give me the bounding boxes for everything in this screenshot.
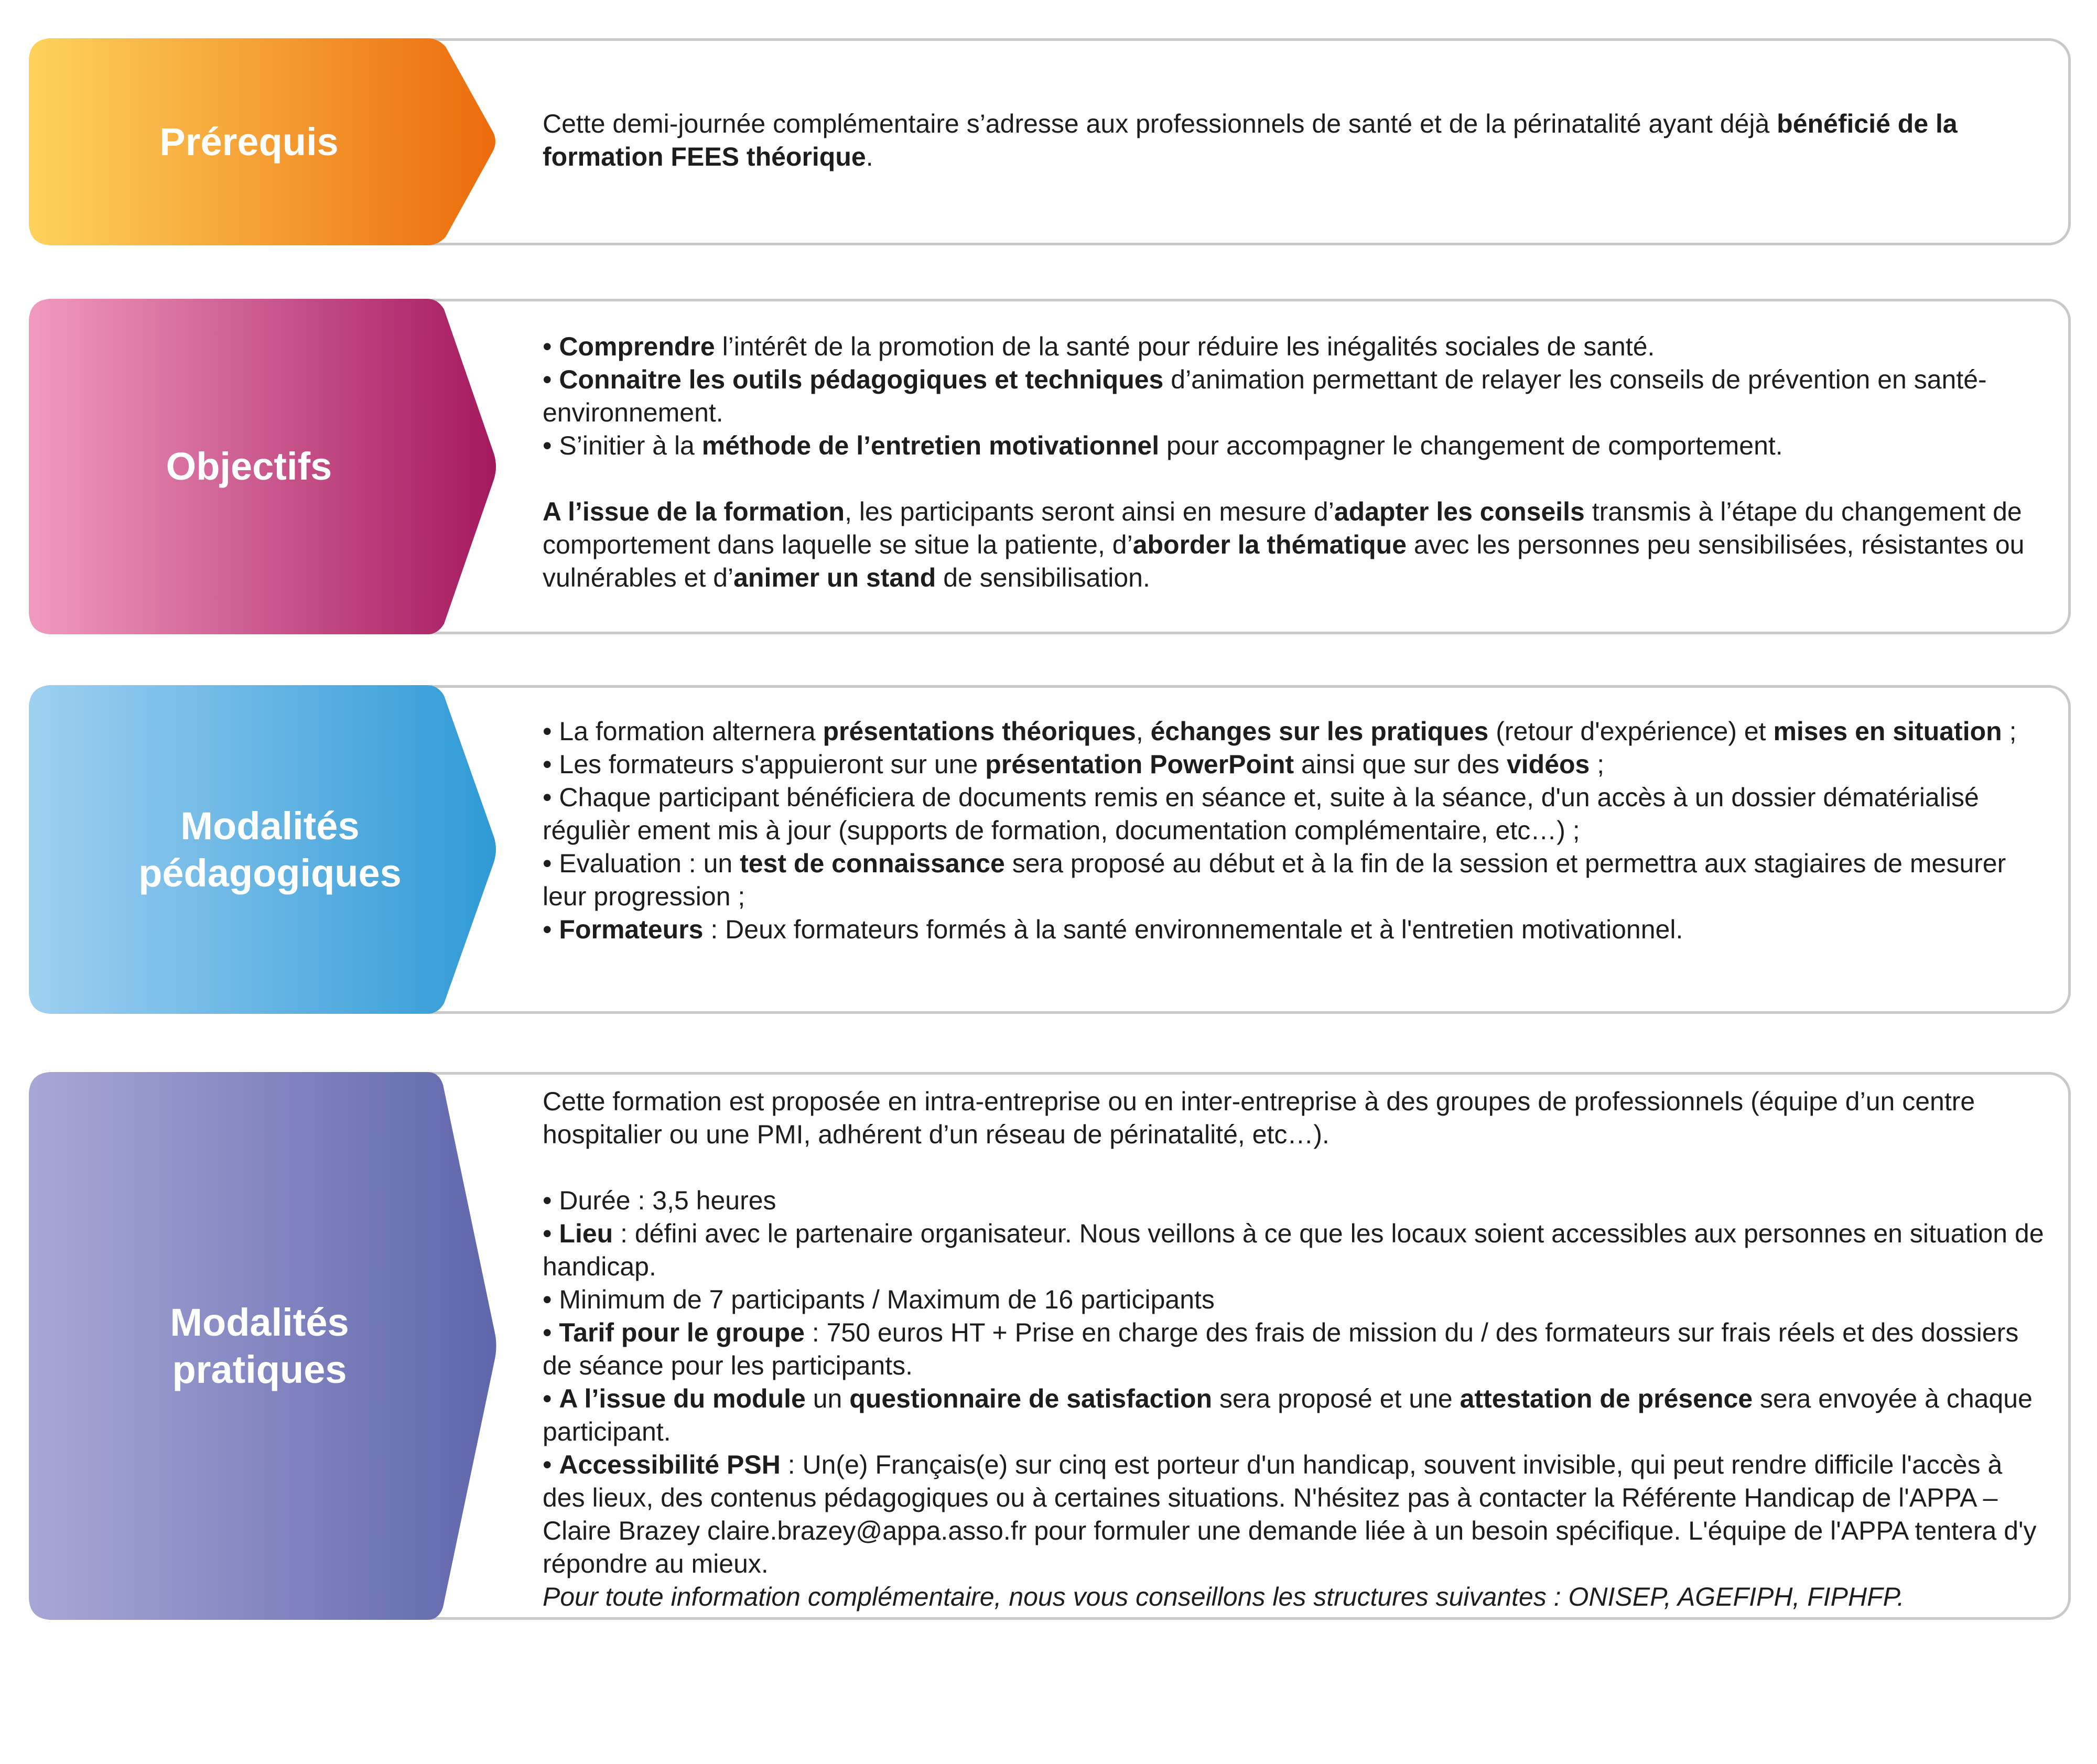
objectifs-title — [29, 299, 469, 634]
bold-run: animer un stand — [733, 563, 936, 592]
bold-run: Accessibilité PSH — [559, 1450, 781, 1479]
bold-run: vidéos — [1506, 750, 1590, 779]
italic-run: Pour toute information complémentaire, nous vous conseillons les structures suivantes : ONISEP, AGEFIPH, FIPHFP. — [543, 1582, 1905, 1611]
text-run: : défini avec le partenaire organisateur. Nous veillons à ce que les locaux soient accessibles aux personnes en situation de handicap. — [543, 1219, 2044, 1281]
bold-run: présentation PowerPoint — [985, 750, 1294, 779]
text-run: Les formateurs s'appuieront sur une — [559, 750, 986, 779]
pratiques-lieu: • Lieu : défini avec le partenaire organisateur. Nous veillons à ce que les locaux soient accessibles aux personnes en situation de handicap. — [543, 1219, 2044, 1281]
text-run: avec les personnes peu sensibilisées, résistantes ou vulnérables et d’ — [543, 530, 2025, 592]
pratiques-tarif: • Tarif pour le groupe : 750 euros HT + Prise en charge des frais de mission du / des formateurs sur frais réels et des dossiers de séance pour les participants. — [543, 1318, 2019, 1380]
text-run: sera envoyée à chaque participant. — [543, 1384, 2033, 1446]
text-run: : Un(e) Français(e) sur cinq est porteur d'un handicap, souvent invisible, qui peut rendre difficile l'accès à des lieux, des contenus pédagogiques ou à certaines situations. N'hésitez pas à contacter la Référente Handicap de l'APPA – Claire Brazey claire.brazey@appa.asso.fr pour formuler une demande liée à un besoin spécifique. L'équipe de l'APPA tentera d'y répondre au mieux. — [543, 1450, 2037, 1578]
pratiques-intro: Cette formation est proposée en intra-entreprise ou en inter-entreprise à des groupes de professionnels (équipe d’un centre hospitalier ou une PMI, adhérent d’un réseau de périnatalité, etc…). — [543, 1087, 1975, 1149]
prerequis-content — [543, 107, 2034, 174]
pratiques-title-line-2: pratiques — [172, 1347, 347, 1391]
bold-run: aborder la thématique — [1132, 530, 1407, 559]
bold-run: A l’issue de la formation — [543, 497, 845, 526]
text-run: Minimum de 7 participants / Maximum de 16 participants — [559, 1285, 1215, 1314]
text-run: : Deux formateurs formés à la santé environnementale et à l'entretien motivationnel. — [703, 915, 1683, 944]
bold-run: Formateurs — [559, 915, 704, 944]
text-run: : 750 euros HT + Prise en charge des frais de mission du / des formateurs sur frais réels et des dossiers de séance pour les participants. — [543, 1318, 2019, 1380]
section-objectifs — [29, 299, 2071, 634]
text-run: l’intérêt de la promotion de la santé pour réduire les inégalités sociales de santé. — [715, 332, 1655, 361]
text-run: Durée : 3,5 heures — [559, 1186, 776, 1215]
pratiques-duree: • Durée : 3,5 heures — [543, 1186, 776, 1215]
pedagogiques-bullet-4: • Evaluation : un test de connaissance sera proposé au début et à la fin de la session et permettra aux stagiaires de mesurer leur progression ; — [543, 849, 2006, 911]
text-run: , les participants seront ainsi en mesure d’ — [845, 497, 1334, 526]
objectifs-bullet-2: • Connaitre les outils pédagogiques et techniques d’animation permettant de relayer les conseils de prévention en santé-environnement. — [543, 365, 1987, 427]
objectifs-tab — [29, 299, 501, 634]
section-modalites-pratiques — [29, 1072, 2071, 1620]
bold-run: bénéficié de la formation FEES théorique — [543, 109, 1958, 171]
pratiques-tab — [29, 1072, 501, 1620]
text-run: un — [805, 1384, 850, 1413]
text-run: . — [866, 142, 873, 171]
bold-run: test de connaissance — [740, 849, 1005, 878]
pedagogiques-bullet-3: • Chaque participant bénéficiera de documents remis en séance et, suite à la séance, d'un accès à un dossier dématérialisé régulièr ement mis à jour (supports de formation, documentation complémentaire, etc…) ; — [543, 783, 1979, 845]
pedagogiques-tab — [29, 685, 501, 1014]
bold-run: échanges sur les pratiques — [1150, 717, 1489, 746]
bold-run: méthode de l’entretien motivationnel — [701, 431, 1160, 460]
pratiques-issue: • A l’issue du module un questionnaire de satisfaction sera proposé et une attestation de présence sera envoyée à chaque participant. — [543, 1384, 2033, 1446]
text-run: ainsi que sur des — [1294, 750, 1507, 779]
pedagogiques-content — [543, 715, 2034, 946]
text-run: de sensibilisation. — [936, 563, 1150, 592]
bold-run: attestation de présence — [1460, 1384, 1753, 1413]
bold-run: questionnaire de satisfaction — [849, 1384, 1213, 1413]
prerequis-title-text: Prérequis — [159, 120, 339, 164]
pedagogiques-bullet-5: • Formateurs : Deux formateurs formés à la santé environnementale et à l'entretien motivationnel. — [543, 915, 1683, 944]
pedagogiques-title — [29, 685, 490, 1014]
pratiques-title — [29, 1072, 480, 1620]
spacer — [543, 462, 2034, 495]
text-run: d’animation permettant de relayer les conseils de prévention en santé-environnement. — [543, 365, 1987, 427]
objectifs-bullet-1: • Comprendre l’intérêt de la promotion de la santé pour réduire les inégalités sociales de santé. — [543, 332, 1655, 361]
bold-run: présentations théoriques — [823, 717, 1136, 746]
bold-run: Lieu — [559, 1219, 613, 1248]
text-run: pour accompagner le changement de comportement. — [1159, 431, 1783, 460]
prerequis-tab — [29, 38, 501, 245]
bold-run: A l’issue du module — [559, 1384, 806, 1413]
text-run: (retour d'expérience) et — [1488, 717, 1774, 746]
section-modalites-pedagogiques — [29, 685, 2071, 1014]
objectifs-content — [543, 330, 2034, 594]
pratiques-psh: • Accessibilité PSH : Un(e) Français(e) sur cinq est porteur d'un handicap, souvent invisible, qui peut rendre difficile l'accès à des lieux, des contenus pédagogiques ou à certaines situations. N'hésitez pas à contacter la Référente Handicap de l'APPA – Claire Brazey claire.brazey@appa.asso.fr pour formuler une demande liée à un besoin spécifique. L'équipe de l'APPA tentera d'y répondre au mieux. — [543, 1450, 2037, 1578]
pedagogiques-title-line-2: pédagogiques — [138, 851, 402, 895]
text-run: , — [1136, 717, 1151, 746]
prerequis-title — [29, 38, 469, 245]
bold-run: mises en situation — [1773, 717, 2002, 746]
text-run: ; — [1590, 750, 1605, 779]
bold-run: Tarif pour le groupe — [559, 1318, 805, 1347]
text-run: ; — [2002, 717, 2017, 746]
objectifs-bullet-3: • S’initier à la méthode de l’entretien motivationnel pour accompagner le changement de comportement. — [543, 431, 1783, 460]
text-run: Evaluation : un — [559, 849, 740, 878]
bold-run: adapter les conseils — [1334, 497, 1585, 526]
pedagogiques-bullet-1: • La formation alternera présentations théoriques, échanges sur les pratiques (retour d'expérience) et mises en situation ; — [543, 717, 2017, 746]
section-prerequis — [29, 38, 2071, 245]
prerequis-text — [543, 107, 2034, 174]
pratiques-content — [543, 1085, 2050, 1614]
bold-run: Comprendre — [559, 332, 715, 361]
spacer — [543, 1151, 2050, 1184]
objectifs-outcome — [543, 495, 2034, 594]
pratiques-info — [543, 1581, 2050, 1614]
text-run: Chaque participant bénéficiera de documents remis en séance et, suite à la séance, d'un accès à un dossier dématérialisé régulièr ement mis à jour (supports de formation, documentation complémentaire, etc…) ; — [543, 783, 1979, 845]
text-run: La formation alternera — [559, 717, 823, 746]
text-run: sera proposé au début et à la fin de la session et permettra aux stagiaires de mesurer leur progression ; — [543, 849, 2006, 911]
objectifs-title-text: Objectifs — [166, 445, 332, 488]
text-run: S’initier à la — [559, 431, 702, 460]
bold-run: Connaitre les outils pédagogiques et techniques — [559, 365, 1164, 394]
pedagogiques-title-line-1: Modalités — [180, 804, 360, 848]
pratiques-title-line-1: Modalités — [170, 1300, 349, 1344]
text-run: transmis à l’étape du changement de comportement dans laquelle se situe la patiente, d’ — [543, 497, 2022, 559]
pratiques-participants: • Minimum de 7 participants / Maximum de 16 participants — [543, 1285, 1215, 1314]
text-run: Cette demi-journée complémentaire s’adresse aux professionnels de santé et de la périnatalité ayant déjà — [543, 109, 1777, 138]
text-run: sera proposé et une — [1212, 1384, 1460, 1413]
pedagogiques-bullet-2: • Les formateurs s'appuieront sur une présentation PowerPoint ainsi que sur des vidéos ; — [543, 750, 1605, 779]
